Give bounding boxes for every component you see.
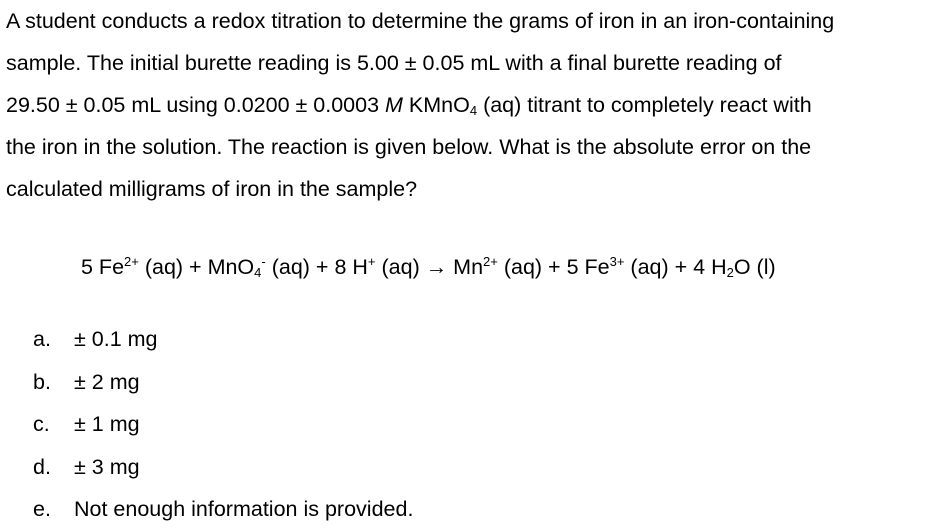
reaction-subscript: 2 xyxy=(726,265,734,280)
choice-letter: b. xyxy=(33,369,51,394)
question-line-3-part-c: (aq) titrant to completely react with xyxy=(477,93,812,117)
reaction-superscript: - xyxy=(261,254,266,269)
choice-letter: a. xyxy=(33,327,51,351)
choice-text: ± 3 mg xyxy=(74,454,140,479)
choice-text: ± 0.1 mg xyxy=(74,327,158,351)
choice-letter: e. xyxy=(33,497,51,521)
reaction-subscript: 4 xyxy=(254,265,262,280)
choice-e[interactable] xyxy=(33,488,413,531)
answer-choices xyxy=(33,318,413,531)
question-line-1: A student conducts a redox titration to determine the grams of iron in an iron-containing xyxy=(6,9,835,33)
molarity-symbol: M xyxy=(385,93,403,117)
reaction-part: O (l) xyxy=(733,255,776,279)
question-text xyxy=(6,0,946,210)
reaction-superscript: 3+ xyxy=(609,254,625,269)
question-line-3-part-b: KMnO xyxy=(402,93,470,117)
question-line-5: calculated milligrams of iron in the sample? xyxy=(6,177,418,201)
reaction-part: (aq) → Mn xyxy=(375,255,484,279)
reaction-part: (aq) + 4 H xyxy=(624,255,727,279)
question-line-3 xyxy=(6,84,946,126)
choice-text: ± 2 mg xyxy=(74,369,140,394)
reaction-part: (aq) + 5 Fe xyxy=(497,255,610,279)
choice-text: Not enough information is provided. xyxy=(74,497,414,521)
choice-d[interactable] xyxy=(33,446,413,489)
choice-letter: c. xyxy=(33,412,50,436)
question-line-3-part-a: 29.50 ± 0.05 mL using 0.0200 ± 0.0003 xyxy=(6,93,386,117)
choice-b[interactable] xyxy=(33,361,413,404)
reaction-equation xyxy=(81,246,776,288)
reaction-superscript: 2+ xyxy=(483,254,498,269)
reaction-part: (aq) + MnO xyxy=(138,255,255,279)
question-line-4: the iron in the solution. The reaction is given below. What is the absolute error on the xyxy=(6,135,812,159)
choice-c[interactable] xyxy=(33,403,413,446)
question-line-2: sample. The initial burette reading is 5.00 ± 0.05 mL with a final burette reading of xyxy=(6,51,782,75)
reaction-superscript: + xyxy=(367,254,376,269)
choice-letter: d. xyxy=(33,454,51,479)
permanganate-subscript: 4 xyxy=(469,103,478,118)
choice-a[interactable] xyxy=(33,318,413,361)
choice-text: ± 1 mg xyxy=(74,412,140,436)
reaction-part: 5 Fe xyxy=(81,255,125,279)
reaction-part: (aq) + 8 H xyxy=(265,255,368,279)
reaction-superscript: 2+ xyxy=(124,254,139,269)
